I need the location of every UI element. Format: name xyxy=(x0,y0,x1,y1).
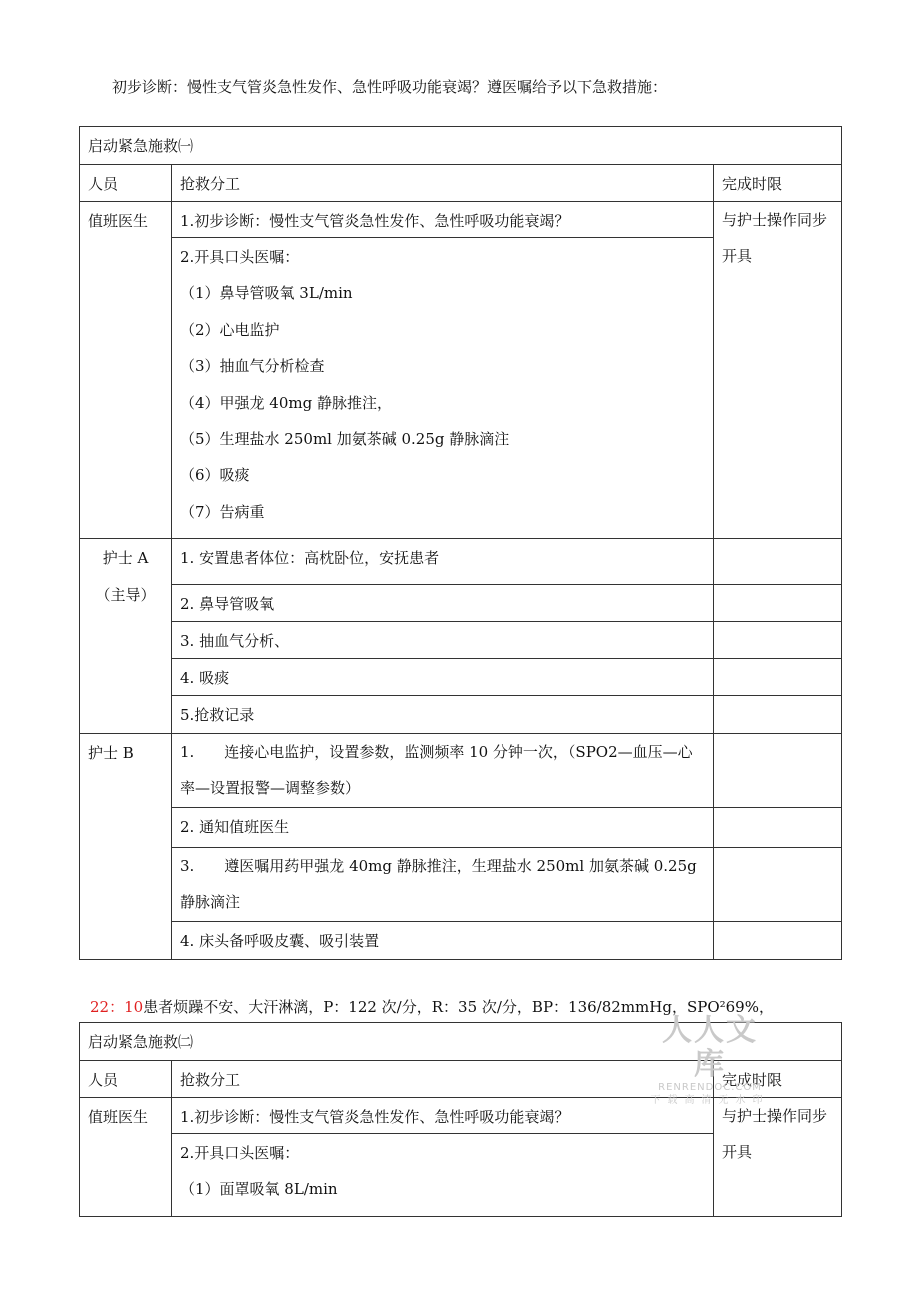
doctor-orders xyxy=(172,238,714,539)
order-item: （1）鼻导管吸氧 3L/min xyxy=(180,284,353,303)
deadline-cell xyxy=(714,585,842,622)
header-personnel: 人员 xyxy=(80,165,172,202)
nurse-a-name: 护士 A xyxy=(102,549,149,568)
deadline-cell xyxy=(714,696,842,734)
nurse-b-task: 4. 床头备呼吸皮囊、吸引装置 xyxy=(172,922,714,960)
nurse-b-task: 1. 连接心电监护，设置参数，监测频率 10 分钟一次，（SPO2—血压—心率—设置报警—调整参数） xyxy=(172,734,714,808)
nurse-a-task: 2. 鼻导管吸氧 xyxy=(172,585,714,622)
watermark-main: 人人文库 xyxy=(662,1013,758,1082)
table-title: 启动紧急施救㈡ xyxy=(80,1023,842,1061)
header-deadline: 完成时限 xyxy=(714,1061,842,1098)
role-nurse-a xyxy=(80,539,172,734)
deadline-cell xyxy=(714,922,842,960)
deadline-cell xyxy=(714,622,842,659)
nurse-a-task: 1. 安置患者体位：高枕卧位，安抚患者 xyxy=(172,539,714,585)
deadline-cell xyxy=(714,734,842,808)
order-item: （2）心电监护 xyxy=(180,320,280,339)
doctor-orders xyxy=(172,1134,714,1217)
order-item: （3）抽血气分析检查 xyxy=(180,357,325,376)
orders-title: 2.开具口头医嘱： xyxy=(180,1144,300,1162)
doctor-diagnosis: 1.初步诊断：慢性支气管炎急性发作、急性呼吸功能衰竭？ xyxy=(172,202,714,238)
deadline-sync: 与护士操作同步开具 xyxy=(714,202,842,539)
nurse-a-note: （主导） xyxy=(95,585,156,604)
event-time: 22：10 xyxy=(90,998,144,1016)
role-doctor: 值班医生 xyxy=(80,202,172,539)
doctor-diagnosis: 1.初步诊断：慢性支气管炎急性发作、急性呼吸功能衰竭？ xyxy=(172,1098,714,1134)
order-item: （7）告病重 xyxy=(180,502,265,521)
deadline-cell xyxy=(714,808,842,848)
order-item: （1）面罩吸氧 8L/min xyxy=(180,1180,338,1199)
header-personnel: 人员 xyxy=(80,1061,172,1098)
nurse-b-task: 2. 通知值班医生 xyxy=(172,808,714,848)
deadline-cell xyxy=(714,848,842,922)
nurse-a-task: 4. 吸痰 xyxy=(172,659,714,696)
event-text: 患者烦躁不安、大汗淋漓，P：122 次/分，R：35 次/分，BP：136/82mmHg，SPO²69%， xyxy=(143,998,774,1016)
orders-title: 2.开具口头医嘱： xyxy=(180,248,300,266)
nurse-b-task: 3. 遵医嘱用药甲强龙 40mg 静脉推注，生理盐水 250ml 加氨茶碱 0.25g 静脉滴注 xyxy=(172,848,714,922)
header-tasks: 抢救分工 xyxy=(172,165,714,202)
watermark xyxy=(648,1014,772,1108)
intro-text: 初步诊断：慢性支气管炎急性发作、急性呼吸功能衰竭？遵医嘱给予以下急救措施： xyxy=(112,78,668,96)
order-item: （6）吸痰 xyxy=(180,466,250,485)
table-title: 启动紧急施救㈠ xyxy=(80,127,842,165)
header-deadline: 完成时限 xyxy=(714,165,842,202)
order-item: （5）生理盐水 250ml 加氨茶碱 0.25g 静脉滴注 xyxy=(180,429,510,448)
role-doctor: 值班医生 xyxy=(80,1098,172,1217)
watermark-tagline: 下载高清无水印 xyxy=(650,1095,770,1106)
header-tasks: 抢救分工 xyxy=(172,1061,714,1098)
order-item: （4）甲强龙 40mg 静脉推注， xyxy=(180,393,392,412)
watermark-site: RENRENDOC.COM xyxy=(658,1082,762,1093)
role-nurse-b: 护士 B xyxy=(80,734,172,960)
rescue-table-1 xyxy=(79,126,842,960)
deadline-cell xyxy=(714,539,842,585)
deadline-sync: 与护士操作同步开具 xyxy=(714,1098,842,1217)
nurse-a-task: 5.抢救记录 xyxy=(172,696,714,734)
deadline-cell xyxy=(714,659,842,696)
nurse-a-task: 3. 抽血气分析、 xyxy=(172,622,714,659)
